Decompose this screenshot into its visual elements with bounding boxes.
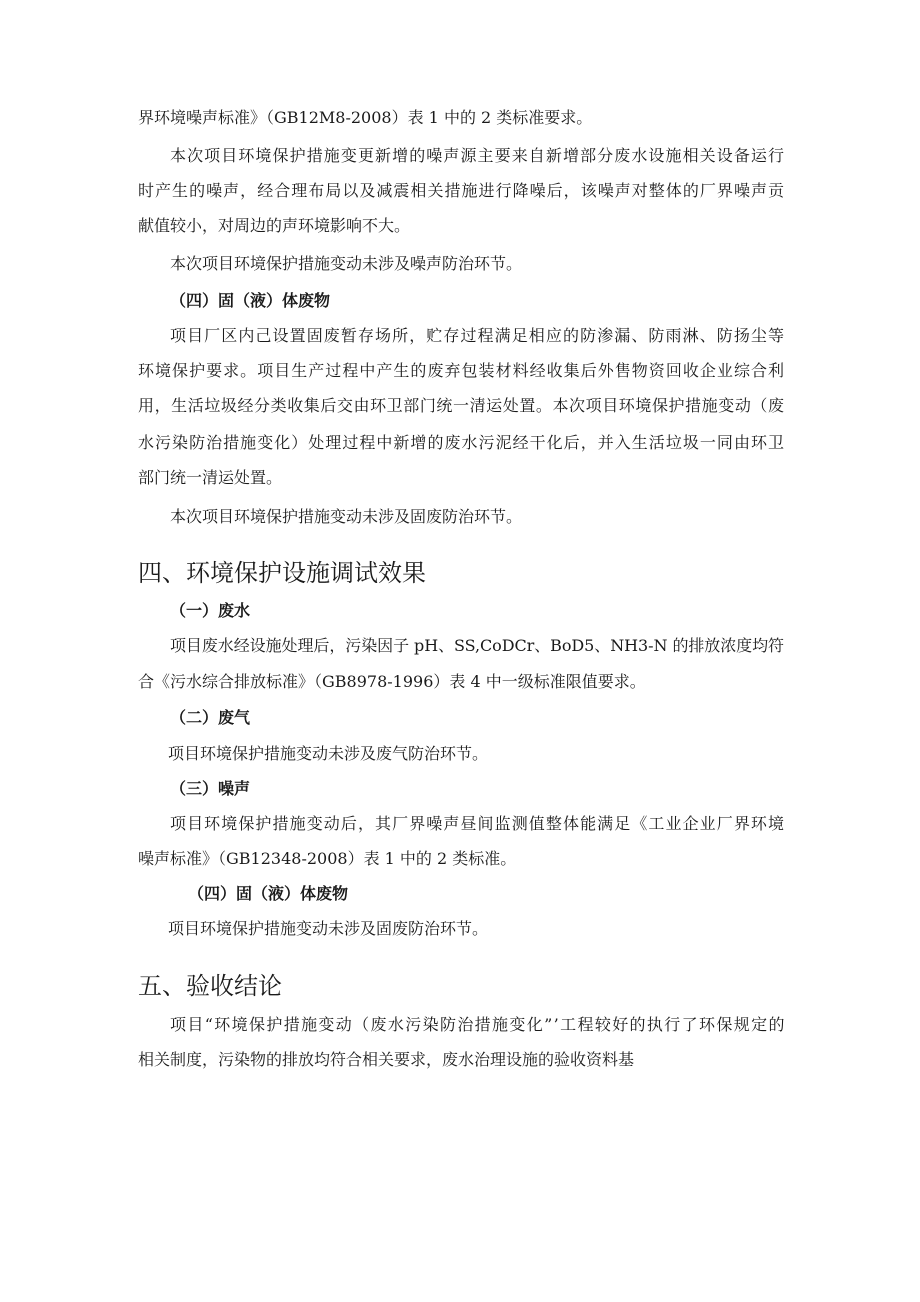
text-line: 噪声标准》（GB12348-2008）表 1 中的 2 类标准。	[138, 849, 517, 868]
text-line: 本次项目环境保护措施变动未涉及固废防治环节。	[170, 507, 523, 526]
subheading-solid-waste: （四）固（液）体废物	[170, 291, 331, 310]
subheading-solid-waste: （四）固（液）体废物	[188, 884, 349, 903]
text-line: 时产生的噪声，经合理布局以及减震相关措施进行降噪后，该噪声对整体的厂界噪声贡	[138, 181, 786, 200]
text-line: 本次项目环境保护措施变动未涉及噪声防治环节。	[170, 254, 523, 273]
text-line: 项目环境保护措施变动未涉及废气防治环节。	[168, 744, 489, 763]
text-line: 项目废水经设施处理后，污染因子 pH、SS,CoDCr、BoD5、NH3-N 的排放浓度均符	[170, 636, 784, 655]
text-line: 项目环境保护措施变动后，其厂界噪声昼间监测值整体能满足《工业企业厂界环境	[170, 814, 786, 833]
text-line: 水污染防治措施变化）处理过程中新增的废水污泥经干化后，并入生活垃圾一同由环卫	[138, 433, 786, 452]
section-heading: 五、验收结论	[138, 972, 282, 1000]
text-line: 合《污水综合排放标准》（GB8978-1996）表 4 中一级标准限值要求。	[138, 672, 646, 691]
text-line: 用，生活垃圾经分类收集后交由环卫部门统一清运处置。本次项目环境保护措施变动（废	[138, 396, 785, 415]
text-line: 献值较小，对周边的声环境影响不大。	[138, 216, 411, 235]
subheading-exhaust-gas: （二）废气	[170, 708, 251, 727]
text-line: 项目厂区内己设置固废暂存场所，贮存过程满足相应的防渗漏、防雨淋、防扬尘等	[170, 326, 786, 345]
text-line: 本次项目环境保护措施变更新增的噪声源主要来自新增部分废水设施相关设备运行	[170, 146, 786, 165]
text-line: 项目“环境保护措施变动（废水污染防治措施变化”’工程较好的执行了环保规定的	[170, 1015, 786, 1034]
text-line: 部门统一清运处置。	[138, 468, 283, 487]
text-line: 项目环境保护措施变动未涉及固废防治环节。	[168, 919, 489, 938]
text-line: 环境保护要求。项目生产过程中产生的废弃包装材料经收集后外售物资回收企业综合利	[138, 361, 786, 380]
subheading-wastewater: （一）废水	[170, 601, 251, 620]
subheading-noise: （三）噪声	[170, 779, 251, 798]
section-heading: 四、环境保护设施调试效果	[138, 559, 426, 587]
text-line: 相关制度，污染物的排放均符合相关要求，废水治理设施的验收资料基	[138, 1050, 635, 1069]
text-line: 界环境噪声标准》（GB12M8-2008）表 1 中的 2 类标准要求。	[138, 108, 593, 127]
